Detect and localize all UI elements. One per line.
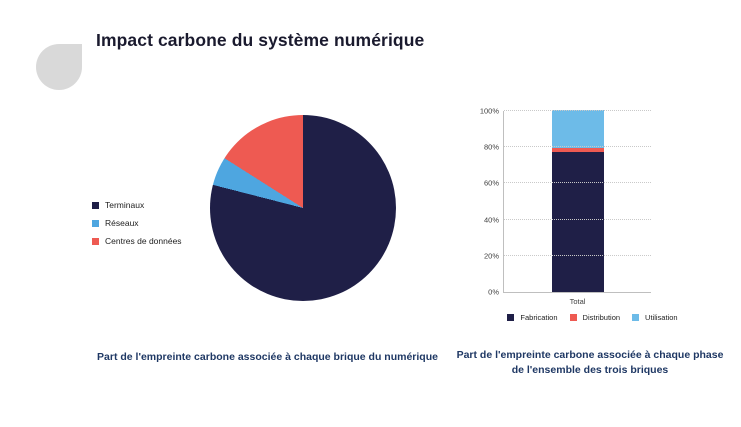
pie-chart-caption: Part de l'empreinte carbone associée à chaque brique du numérique [97,351,438,363]
y-axis-tick-label: 80% [483,142,499,152]
y-gridline [479,106,651,116]
y-gridline [483,215,651,225]
pie-chart [210,115,396,301]
legend-swatch-icon [570,314,577,321]
y-gridline [483,178,651,188]
legend-swatch-icon [507,314,514,321]
legend-label: Distribution [582,313,621,322]
legend-item-distribution [570,313,621,322]
stacked-bar-total [552,110,604,292]
legend-label: Centres de données [105,236,182,246]
y-axis-tick-label: 0% [488,287,499,297]
legend-label: Fabrication [520,313,558,322]
legend-item-reseaux [92,218,212,228]
bar-chart-block [455,105,725,405]
page-title: Impact carbone du système numérique [96,30,425,50]
legend-label: Terminaux [105,200,145,210]
legend-item-centres-de-donnees [92,236,212,246]
pie-chart-block [60,105,460,395]
legend-item-utilisation [632,313,678,322]
bar-segment-fabrication [552,152,604,292]
legend-swatch-icon [92,202,99,209]
y-gridline [483,142,651,152]
decorative-arc-shape [36,44,82,90]
legend-swatch-icon [632,314,639,321]
y-axis-tick-label: 40% [483,215,499,225]
legend-item-fabrication [507,313,557,322]
legend-label: Réseaux [105,218,139,228]
legend-swatch-icon [92,238,99,245]
bar-chart-plot-area [479,106,651,306]
pie-slices [210,115,396,301]
bar-segment-utilisation [552,110,604,148]
bar-chart-caption: Part de l'empreinte carbone associée à chaque phase de l'ensemble des trois briques [456,349,724,377]
legend-swatch-icon [92,220,99,227]
y-axis-tick-label: 100% [479,106,499,116]
pie-chart-legend [92,200,212,254]
y-gridline [483,251,651,261]
y-axis-tick-label: 60% [483,178,499,188]
bar-chart-legend [465,313,720,322]
x-axis-tick-label: Total [569,297,586,306]
y-axis-tick-label: 20% [483,251,499,261]
legend-label: Utilisation [645,313,678,322]
legend-item-terminaux [92,200,212,210]
